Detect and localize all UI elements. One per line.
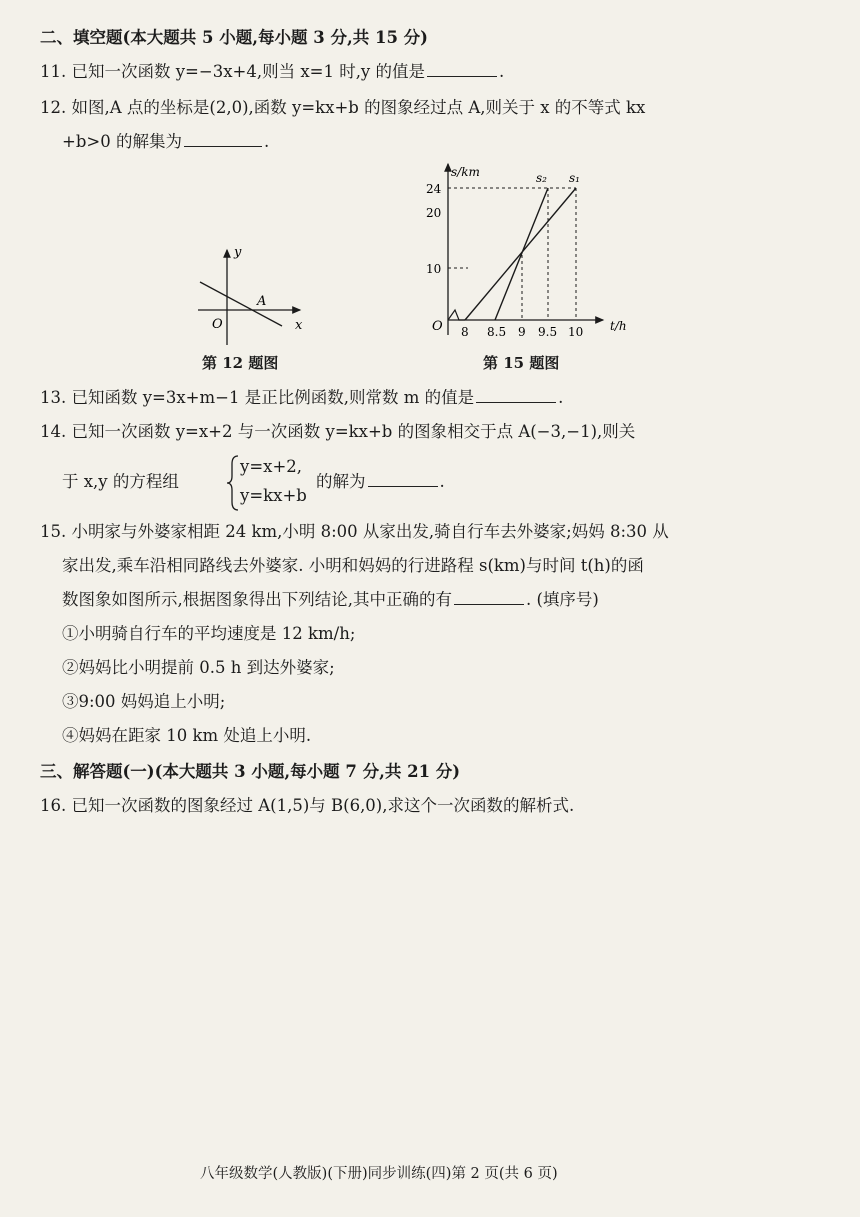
equation-1: y=x+2,	[240, 457, 303, 476]
question-13-text: 13. 已知函数 y=3x+m−1 是正比例函数,则常数 m 的值是	[40, 388, 475, 407]
fig15-y-label: s/km	[451, 165, 480, 179]
figure-12	[190, 240, 320, 350]
fig15-x-tick-9: 9	[518, 325, 526, 339]
fig15-x-label: t/h	[610, 319, 627, 333]
answer-blank-15[interactable]	[454, 588, 524, 605]
section-3-heading: 三、解答题(一)(本大题共 3 小题,每小题 7 分,共 21 分)	[40, 762, 461, 781]
question-15-option-4: ④妈妈在距家 10 km 处追上小明.	[62, 726, 312, 745]
question-12-line-2	[62, 130, 269, 154]
fig15-x-tick-10: 10	[568, 325, 584, 339]
question-14-suffix-line	[316, 470, 445, 494]
fig15-origin-label: O	[432, 319, 443, 334]
fig12-x-label: x	[295, 318, 303, 333]
fig15-line-s2	[495, 188, 548, 320]
fig12-origin-label: O	[212, 317, 223, 332]
answer-blank-14[interactable]	[368, 470, 438, 487]
fig12-point-a-label: A	[257, 294, 267, 309]
question-11	[40, 60, 504, 84]
question-14-suffix: 的解为	[316, 472, 366, 491]
question-11-end: .	[499, 62, 505, 81]
brace-icon	[226, 454, 240, 512]
fig15-y-tick-24: 24	[426, 182, 442, 196]
answer-blank-11[interactable]	[427, 60, 497, 77]
fig15-x-tick-8-5: 8.5	[487, 325, 507, 339]
question-15-option-2: ②妈妈比小明提前 0.5 h 到达外婆家;	[62, 658, 335, 677]
figure-15	[418, 160, 633, 350]
question-12-end: .	[263, 132, 270, 151]
question-14-line-2	[62, 470, 179, 494]
fig15-y-tick-10: 10	[426, 262, 442, 276]
question-14-prefix: 于 x,y 的方程组	[62, 472, 179, 491]
question-12-line-1: 12. 如图,A 点的坐标是(2,0),函数 y=kx+b 的图象经过点 A,则关于 x 的不等式 kx	[40, 98, 646, 117]
question-15-line-2: 家出发,乘车沿相同路线去外婆家. 小明和妈妈的行进路程 s(km)与时间 t(h)的函	[62, 556, 644, 575]
equation-2: y=kx+b	[240, 486, 307, 505]
fig15-x-tick-8: 8	[461, 325, 469, 339]
fig15-series-label-s2: s₂	[536, 171, 547, 185]
answer-blank-13[interactable]	[476, 386, 556, 403]
figure-12-caption: 第 12 题图	[202, 354, 279, 372]
question-11-text: 11. 已知一次函数 y=−3x+4,则当 x=1 时,y 的值是	[40, 62, 426, 81]
question-15-line-1: 15. 小明家与外婆家相距 24 km,小明 8:00 从家出发,骑自行车去外婆家;妈妈 8:30 从	[40, 522, 669, 541]
fig15-axis-break	[448, 310, 465, 320]
question-14-line-1: 14. 已知一次函数 y=x+2 与一次函数 y=kx+b 的图象相交于点 A(−3,−1),则关	[40, 422, 636, 441]
fig15-series-label-s1: s₁	[569, 171, 580, 185]
fig15-line-s1	[465, 188, 576, 320]
figure-15-caption: 第 15 题图	[483, 354, 560, 372]
question-13-end: .	[558, 388, 564, 407]
question-15-option-3: ③9:00 妈妈追上小明;	[62, 692, 226, 711]
question-12-text: +b>0 的解集为	[62, 132, 182, 151]
answer-blank-12[interactable]	[184, 130, 262, 147]
page-footer: 八年级数学(人教版)(下册)同步训练(四)第 2 页(共 6 页)	[200, 1166, 558, 1182]
fig15-x-tick-9-5: 9.5	[538, 325, 558, 339]
section-2-heading: 二、填空题(本大题共 5 小题,每小题 3 分,共 15 分)	[40, 28, 428, 47]
fig15-y-tick-20: 20	[426, 206, 442, 220]
question-14-end: .	[439, 472, 445, 491]
question-13	[40, 386, 563, 410]
question-15-text: 数图象如图所示,根据图象得出下列结论,其中正确的有	[62, 590, 452, 609]
question-15-line-3	[62, 588, 599, 612]
question-16: 16. 已知一次函数的图象经过 A(1,5)与 B(6,0),求这个一次函数的解析式.	[40, 796, 575, 815]
question-15-option-1: ①小明骑自行车的平均速度是 12 km/h;	[62, 624, 356, 643]
question-15-end: . (填序号)	[526, 590, 599, 609]
fig12-y-label: y	[234, 245, 242, 260]
